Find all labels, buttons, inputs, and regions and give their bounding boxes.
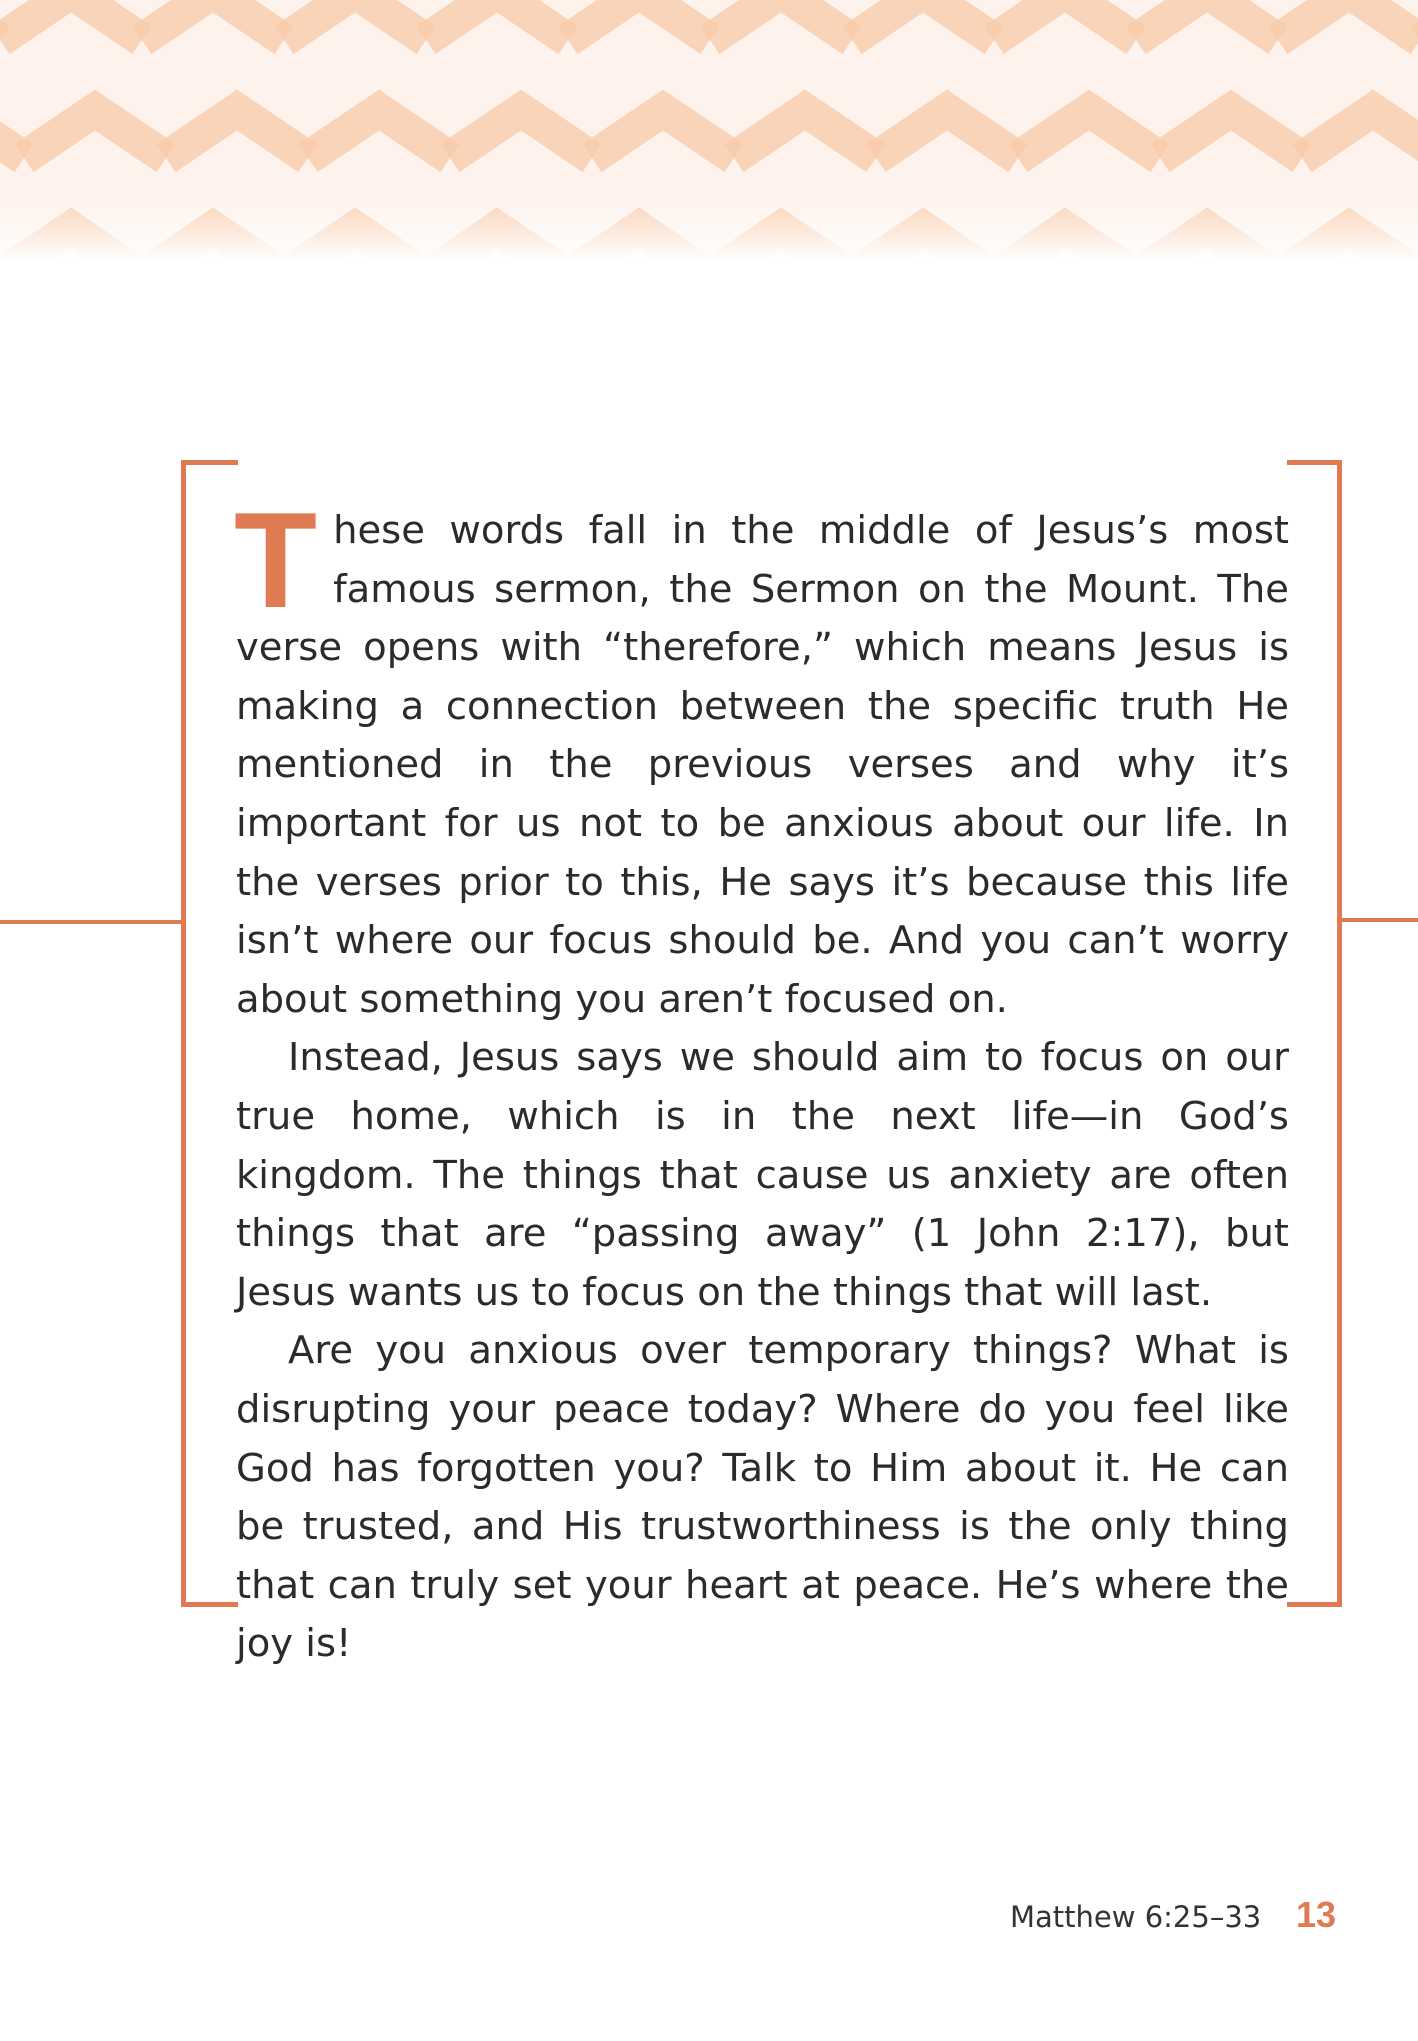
chevron-stroke [142,0,284,40]
right-bracket [1287,460,1342,1607]
chevron-stroke [284,0,426,40]
chevron-stroke [1136,0,1278,40]
left-bracket [181,460,238,1607]
chevron-stroke [0,0,142,40]
chevron-stroke [994,0,1136,40]
pattern-fade [0,200,1418,262]
paragraph-1 [234,484,1289,1029]
page-number: 13 [1296,1894,1337,1935]
chevron-stroke [852,0,994,40]
chevron-stroke [24,110,166,158]
drop-cap: T [234,484,318,636]
chevron-stroke [166,110,308,158]
chevron-stroke [1278,0,1418,40]
devotional-text [234,484,1289,1674]
chevron-stroke [568,0,710,40]
scripture-reference: Matthew 6:25–33 [1010,1900,1262,1934]
chevron-stroke [876,110,1018,158]
paragraph-3: Are you anxious over temporary things? What is disrupting your peace today? Where do you feel like God has forgotten you? Talk to Him about it. He can be trusted, and His trustworthiness is the only thing that can truly set your heart at peace. He’s where the joy is! [236,1328,1289,1667]
left-rule-line [0,920,183,924]
chevron-stroke [426,0,568,40]
right-rule-line [1341,918,1418,922]
chevron-stroke [1160,110,1302,158]
chevron-stroke [734,110,876,158]
chevron-stroke [710,0,852,40]
paragraph-2: Instead, Jesus says we should aim to focus on our true home, which is in the next life—in God’s kingdom. The things that cause us anxiety are often things that are “passing away” (1 John 2:17), but Jesus wants us to focus on the things that will last. [236,1035,1289,1315]
chevron-stroke [450,110,592,158]
chevron-stroke [1302,110,1418,158]
chevron-stroke [308,110,450,158]
chevron-stroke [1018,110,1160,158]
chevron-stroke [592,110,734,158]
paragraph-1-text: hese words fall in the middle of Jesus’s most famous sermon, the Sermon on the Mount. The verse opens with “therefore,” which means Jesus is making a connection between the specific truth He mentioned in the previous verses and why it’s important for us not to be anxious about our life. In the verses prior to this, He says it’s because this life isn’t where our focus should be. And you can’t worry about something you aren’t focused on. [236,508,1289,1022]
